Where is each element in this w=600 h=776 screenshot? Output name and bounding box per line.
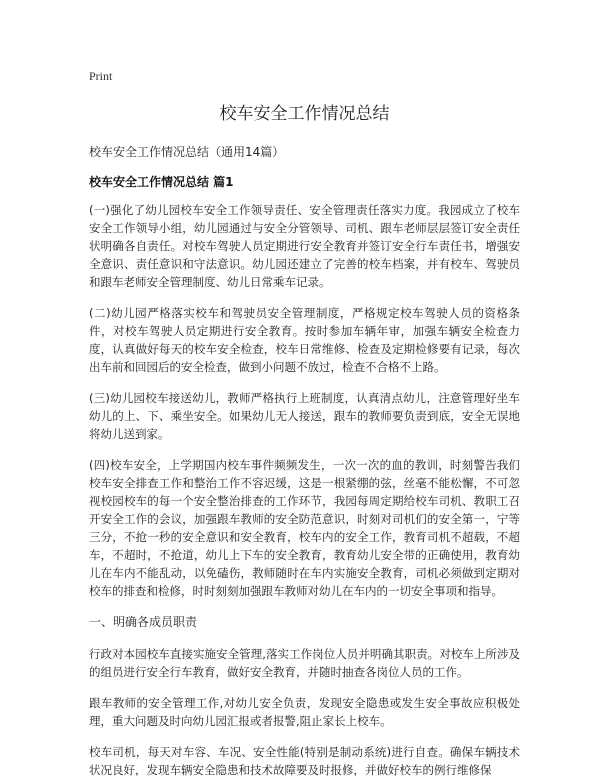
section-heading: 校车安全工作情况总结 篇1: [89, 175, 234, 189]
document-title: 校车安全工作情况总结: [219, 104, 390, 124]
sub-heading-duties: 一、明确各成员职责: [89, 615, 198, 629]
paragraph-3: (三)幼儿园校车接送幼儿，教师严格执行上班制度，认真清点幼儿，注意管理好坐车幼儿的上、下、乘坐安全。如果幼儿无人接送，跟车的教师要负责到底，安全无误地将幼儿送到家。: [89, 391, 520, 441]
paragraph-4: (四)校车安全，上学期国内校车事件频频发生，一次一次的血的教训，时刻警告我们校车安全排查工作和整治工作不容迟缓，这是一根紧绷的弦，丝毫不能松懈，不可忽视校园校车的每一个安全整治排查的工作环节，我园每周定期给校车司机、教职工召开安全工作的会议，加强跟车教师的安全防范意识，时刻对司机们的安全第一，宁等三分，不抢一秒的安全意识和安全教育，校车内的安全工作，教育司机不超载，不超车，不超时，不抢道，幼儿上下车的安全教育，教育幼儿安全带的正确使用，教育幼儿在车内不能乱动，以免磕伤，教师随时在车内实施安全教育，司机必须做到定期对校车的排查和检修，时时刻刻加强跟车教师对幼儿在车内的一切安全事项和指导。: [89, 458, 520, 598]
print-label: Print: [89, 69, 113, 83]
paragraph-1: (一)强化了幼儿园校车安全工作领导责任、安全管理责任落实力度。我园成立了校车安全工作领导小组，幼儿园通过与安全分管领导、司机、跟车老师层层签订安全责任状明确各自责任。对校车驾驶人员定期进行安全教育并签订安全行车责任书，增强安全意识、责任意识和守法意识。幼儿园还建立了完善的校车档案，并有校车、驾驶员和跟车老师安全管理制度、幼儿日常乘车记录。: [89, 203, 520, 289]
paragraph-7: 校车司机，每天对车容、车况、安全性能(特别是制动系统)进行自查。确保车辆技术状况良好，发现车辆安全隐患和技术故障要及时报修，并做好校车的例行维修保: [89, 745, 520, 776]
paragraph-5: 行政对本园校车直接实施安全管理,落实工作岗位人员并明确其职责。对校车上所涉及的组员进行安全行车教育，做好安全教育，并随时抽查各岗位人员的工作。: [89, 647, 520, 679]
document-subtitle: 校车安全工作情况总结（通用14篇）: [89, 145, 285, 159]
paragraph-2: (二)幼儿园严格落实校车和驾驶员安全管理制度，严格规定校车驾驶人员的资格条件，对校车驾驶人员定期进行安全教育。按时参加车辆年审，加强车辆安全检查力度，认真做好每天的校车安全检查，校车日常维修、检查及定期检修要有记录，每次出车前和回园后的安全检查，做到小问题不放过，检查不合格不上路。: [89, 306, 520, 374]
paragraph-6: 跟车教师的安全管理工作,对幼儿安全负责，发现安全隐患或发生安全事故应积极处理，重大问题及时向幼儿园汇报或者报警,阻止家长上校车。: [89, 696, 520, 728]
